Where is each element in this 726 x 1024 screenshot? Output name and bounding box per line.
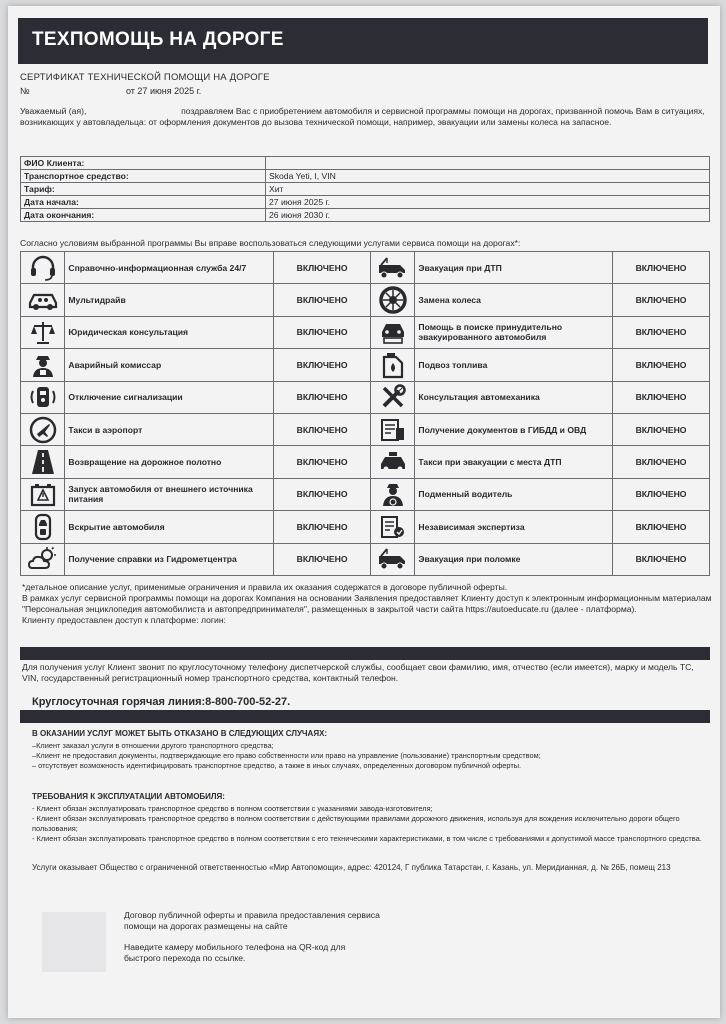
requirements-list bbox=[32, 804, 712, 844]
greeting-paragraph bbox=[20, 106, 710, 128]
table-row bbox=[21, 381, 710, 413]
table-row bbox=[21, 252, 710, 284]
hotline-text: Круглосуточная горячая линия:8-800-700-52-27. bbox=[32, 696, 291, 708]
service-name: Эвакуация при ДТП bbox=[415, 252, 613, 284]
service-status: ВКЛЮЧЕНО bbox=[274, 478, 371, 510]
service-status: ВКЛЮЧЕНО bbox=[613, 349, 710, 381]
scales-icon bbox=[29, 319, 57, 345]
table-row bbox=[21, 316, 710, 348]
service-name: Мультидрайв bbox=[65, 284, 274, 316]
service-status: ВКЛЮЧЕНО bbox=[274, 252, 371, 284]
service-status: ВКЛЮЧЕНО bbox=[274, 381, 371, 413]
service-name: Эвакуация при поломке bbox=[415, 543, 613, 575]
tow-truck-icon bbox=[377, 256, 409, 280]
start-date-label: Дата начала: bbox=[21, 196, 266, 209]
service-name: Возвращение на дорожное полотно bbox=[65, 446, 274, 478]
client-label: ФИО Клиента: bbox=[21, 157, 266, 170]
list-item: –Клиент заказал услуги в отношении другого транспортного средства; bbox=[32, 741, 274, 750]
vehicle-value: Skoda Yeti, I, VIN bbox=[266, 170, 710, 183]
service-name: Замена колеса bbox=[415, 284, 613, 316]
client-info-table bbox=[20, 156, 710, 222]
service-name: Аварийный комиссар bbox=[65, 349, 274, 381]
service-name: Юридическая консультация bbox=[65, 316, 274, 348]
divider-bar bbox=[20, 710, 710, 723]
tow-truck-icon bbox=[377, 547, 409, 571]
table-row bbox=[21, 183, 710, 196]
service-status: ВКЛЮЧЕНО bbox=[274, 446, 371, 478]
client-value bbox=[266, 157, 710, 170]
refusal-title: В ОКАЗАНИИ УСЛУГ МОЖЕТ БЫТЬ ОТКАЗАНО В СЛЕДУЮЩИХ СЛУЧАЯХ: bbox=[32, 729, 328, 738]
commissioner-icon bbox=[29, 351, 57, 379]
service-name: Такси при эвакуации с места ДТП bbox=[415, 446, 613, 478]
service-status: ВКЛЮЧЕНО bbox=[274, 316, 371, 348]
fuel-can-icon bbox=[380, 351, 406, 379]
qr-code-area bbox=[42, 912, 106, 972]
list-item: –Клиент не предоставил документы, подтверждающие его право собственности или право на управление (пользование) транспортным средством; bbox=[32, 751, 541, 760]
table-row bbox=[21, 349, 710, 381]
table-row bbox=[21, 284, 710, 316]
service-name: Подменный водитель bbox=[415, 478, 613, 510]
tariff-value: Хит bbox=[266, 183, 710, 196]
table-row bbox=[21, 446, 710, 478]
greeting-start: Уважаемый (ая), bbox=[20, 106, 87, 116]
certificate-title: СЕРТИФИКАТ ТЕХНИЧЕСКОЙ ПОМОЩИ НА ДОРОГЕ bbox=[20, 72, 270, 83]
airplane-icon bbox=[29, 416, 57, 444]
service-status: ВКЛЮЧЕНО bbox=[274, 413, 371, 445]
service-name: Справочно-информационная служба 24/7 bbox=[65, 252, 274, 284]
qr-hint: Наведите камеру мобильного телефона на QR-код для быстрого перехода по ссылке. bbox=[124, 942, 346, 963]
battery-icon bbox=[29, 480, 57, 508]
banner-title: ТЕХПОМОЩЬ НА ДОРОГЕ bbox=[18, 18, 708, 64]
service-name: Запуск автомобиля от внешнего источника питания bbox=[65, 478, 274, 510]
services-table bbox=[20, 251, 710, 576]
wheel-icon bbox=[379, 286, 407, 314]
service-status: ВКЛЮЧЕНО bbox=[613, 446, 710, 478]
service-name: Консультация автомеханика bbox=[415, 381, 613, 413]
service-status: ВКЛЮЧЕНО bbox=[274, 543, 371, 575]
car-icon bbox=[27, 289, 59, 311]
footnote bbox=[22, 582, 712, 626]
service-name: Вскрытие автомобиля bbox=[65, 511, 274, 543]
refusal-list bbox=[32, 741, 712, 771]
greeting-rest: поздравляем Вас с приобретением автомобиля и сервисной программы помощи на дорогах, призванной помочь Вам в ситуациях, возникающих у автовладельца: от оформления документов до вызова технической помощи, например, эвакуации или замены колеса на запасное. bbox=[20, 106, 705, 127]
wrench-icon bbox=[379, 383, 407, 411]
driver-icon bbox=[379, 480, 407, 508]
tariff-label: Тариф: bbox=[21, 183, 266, 196]
service-name: Независимая экспертиза bbox=[415, 511, 613, 543]
requirements-title: ТРЕБОВАНИЯ К ЭКСПЛУАТАЦИИ АВТОМОБИЛЯ: bbox=[32, 792, 225, 801]
service-status: ВКЛЮЧЕНО bbox=[613, 284, 710, 316]
offer-text: Договор публичной оферты и правила предоставления сервиса помощи на дорогах размещены на сайте bbox=[124, 910, 380, 931]
list-item: - Клиент обязан эксплуатировать транспортное средство в полном соответствии с указаниями завода-изготовителя; bbox=[32, 804, 433, 813]
service-status: ВКЛЮЧЕНО bbox=[274, 349, 371, 381]
headset-icon bbox=[29, 255, 57, 281]
taxi-icon bbox=[378, 451, 408, 473]
table-row bbox=[21, 157, 710, 170]
alarm-icon bbox=[28, 383, 58, 411]
table-row bbox=[21, 196, 710, 209]
weather-icon bbox=[27, 546, 59, 572]
search-car-icon bbox=[378, 319, 408, 345]
vehicle-label: Транспортное средство: bbox=[21, 170, 266, 183]
service-name: Отключение сигнализации bbox=[65, 381, 274, 413]
end-date-label: Дата окончания: bbox=[21, 209, 266, 222]
redacted-bar bbox=[20, 647, 710, 660]
service-name: Такси в аэропорт bbox=[65, 413, 274, 445]
certificate-date: от 27 июня 2025 г. bbox=[126, 86, 202, 96]
certificate-sheet bbox=[8, 6, 720, 1018]
service-status: ВКЛЮЧЕНО bbox=[613, 381, 710, 413]
table-row bbox=[21, 413, 710, 445]
company-info: Услуги оказывает Общество с ограниченной ответственностью «Мир Автопомощи», адрес: 420124, Г публика Татарстан, г. Казань, ул. Меридианная, д. № 26Б, помещ 213 bbox=[32, 863, 671, 872]
start-date-value: 27 июня 2025 г. bbox=[266, 196, 710, 209]
road-icon bbox=[29, 448, 57, 476]
list-item: - Клиент обязан эксплуатировать транспортное средство в полном соответствии с его техническими характеристиками, в том числе с требованиями к допустимой массе транспортного средства. bbox=[32, 834, 702, 843]
service-status: ВКЛЮЧЕНО bbox=[274, 284, 371, 316]
end-date-value: 26 июня 2030 г. bbox=[266, 209, 710, 222]
table-row bbox=[21, 478, 710, 510]
documents-icon bbox=[379, 416, 407, 444]
service-status: ВКЛЮЧЕНО bbox=[613, 511, 710, 543]
service-status: ВКЛЮЧЕНО bbox=[613, 543, 710, 575]
call-instructions: Для получения услуг Клиент звонит по круглосуточному телефону диспетчерской службы, сообщает свои фамилию, имя, отчество (если имеется), марку и модель ТС, VIN, государственный регистрационный номер транспортного средства, контактный телефон. bbox=[22, 662, 694, 683]
footnote-line: Клиенту предоставлен доступ к платформе: логин: bbox=[22, 615, 226, 625]
footnote-line: *детальное описание услуг, применимые ограничения и правила их оказания содержатся в договоре публичной оферты. bbox=[22, 582, 508, 592]
service-name: Получение документов в ГИБДД и ОВД bbox=[415, 413, 613, 445]
footnote-line: В рамках услуг сервисной программы помощи на дорогах Компания на основании Заявления предоставляет Клиенту доступ к электронным информационным материалам "Персональная энциклопедия автомобилиста и автопредпринимателя", размещенных в закрытой части сайта https://autoeducate.ru (далее - платформа). bbox=[22, 593, 712, 614]
service-status: ВКЛЮЧЕНО bbox=[613, 252, 710, 284]
service-status: ВКЛЮЧЕНО bbox=[613, 413, 710, 445]
table-row bbox=[21, 209, 710, 222]
table-row bbox=[21, 170, 710, 183]
table-row bbox=[21, 543, 710, 575]
services-intro: Согласно условиям выбранной программы Вы вправе воспользоваться следующими услугами сервиса помощи на дорогах*: bbox=[20, 238, 521, 248]
list-item: - Клиент обязан эксплуатировать транспортное средство в полном соответствии с действующими правилами дорожного движения, используя для вождения исключительно дороги общего пользования; bbox=[32, 814, 680, 833]
list-item: – отсутствует возможность идентифицировать транспортное средство, а также в иных случаях, определенных договором публичной оферты. bbox=[32, 761, 522, 770]
service-name: Подвоз топлива bbox=[415, 349, 613, 381]
service-status: ВКЛЮЧЕНО bbox=[613, 316, 710, 348]
table-row bbox=[21, 511, 710, 543]
expertise-icon bbox=[379, 513, 407, 541]
service-status: ВКЛЮЧЕНО bbox=[274, 511, 371, 543]
service-name: Помощь в поиске принудительно эвакуированного автомобиля bbox=[415, 316, 613, 348]
service-status: ВКЛЮЧЕНО bbox=[613, 478, 710, 510]
certificate-number-label: № bbox=[20, 86, 30, 96]
service-name: Получение справки из Гидрометцентра bbox=[65, 543, 274, 575]
car-key-icon bbox=[30, 513, 56, 541]
